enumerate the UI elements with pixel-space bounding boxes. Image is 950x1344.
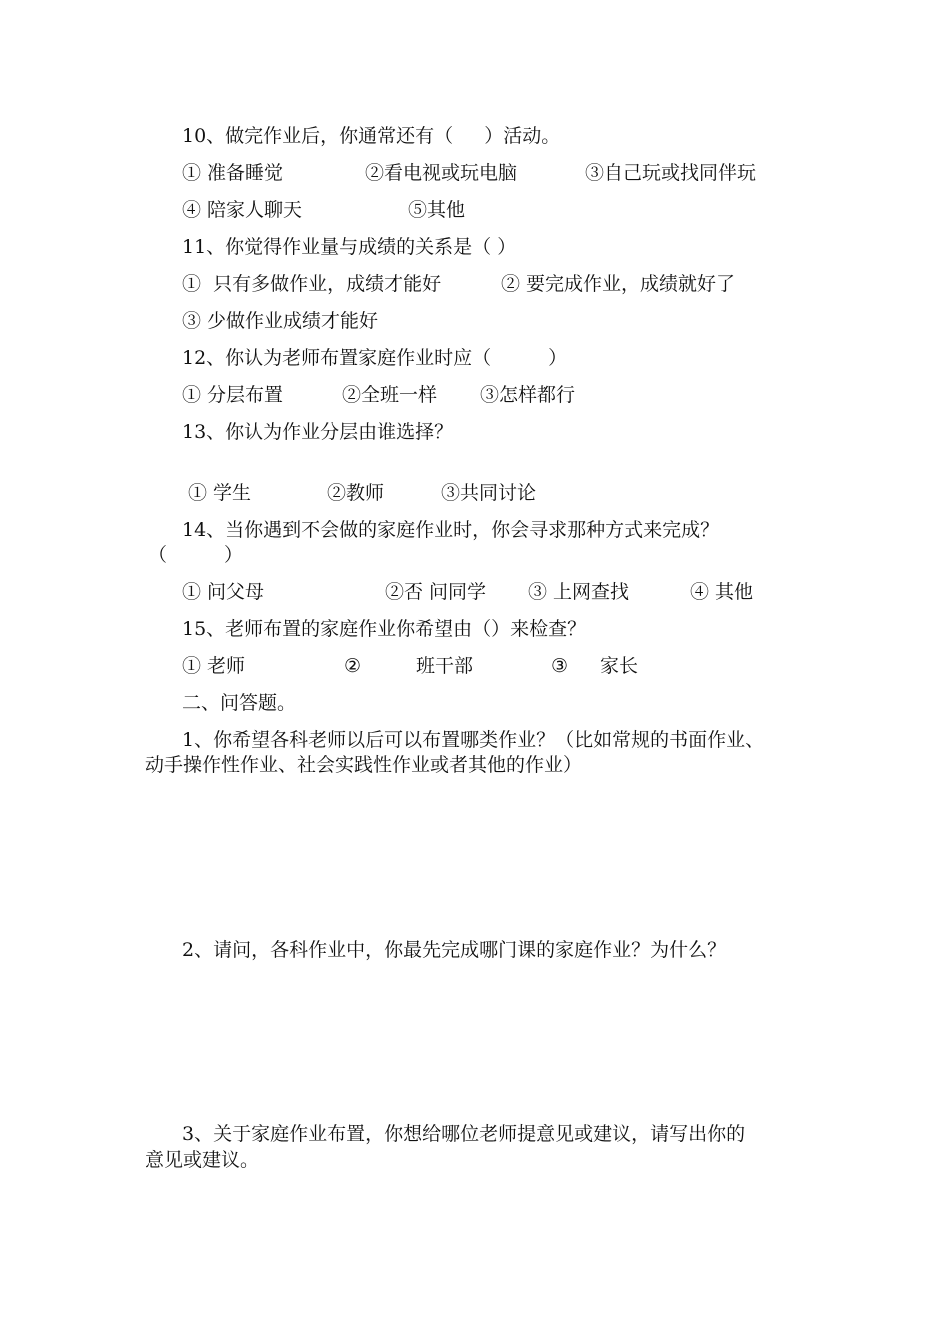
open-question-2: 2、请问，各科作业中，你最先完成哪门课的家庭作业？为什么？ xyxy=(182,939,727,961)
q15-option-2-marker: ② xyxy=(344,655,362,677)
q12-option-3: ③怎样都行 xyxy=(480,384,576,406)
open-question-3-line-1: 3、关于家庭作业布置，你想给哪位老师提意见或建议，请写出你的 xyxy=(182,1123,746,1145)
q13-option-1: ① 学生 xyxy=(188,482,252,504)
question-12: 12、你认为老师布置家庭作业时应（ ） xyxy=(182,347,568,369)
q12-option-2: ②全班一样 xyxy=(342,384,438,406)
q13-option-2: ②教师 xyxy=(327,482,385,504)
q14-option-3: ③ 上网查找 xyxy=(528,581,630,603)
section-2-title: 二、问答题。 xyxy=(182,692,297,714)
q13-option-3: ③共同讨论 xyxy=(441,482,537,504)
q12-option-1: ① 分层布置 xyxy=(182,384,284,406)
open-question-1-line-2: 动手操作性作业、社会实践性作业或者其他的作业） xyxy=(145,754,583,776)
q10-option-4: ④ 陪家人聊天 xyxy=(182,199,303,221)
q10-option-1: ① 准备睡觉 xyxy=(182,162,284,184)
question-13: 13、你认为作业分层由谁选择？ xyxy=(182,421,454,443)
open-question-3-line-2: 意见或建议。 xyxy=(145,1149,260,1171)
q10-option-3: ③自己玩或找同伴玩 xyxy=(585,162,757,184)
q15-option-2-label: 班干部 xyxy=(416,655,474,677)
question-14: 14、当你遇到不会做的家庭作业时，你会寻求那种方式来完成？ xyxy=(182,519,720,541)
q11-option-3: ③ 少做作业成绩才能好 xyxy=(182,310,379,332)
open-question-1-line-1: 1、你希望各科老师以后可以布置哪类作业？（比如常规的书面作业、 xyxy=(182,729,765,751)
q15-option-3-label: 家长 xyxy=(600,655,639,677)
q15-option-3-marker: ③ xyxy=(551,655,569,677)
q10-option-5: ⑤其他 xyxy=(408,199,466,221)
q14-option-1: ① 问父母 xyxy=(182,581,265,603)
q10-option-2: ②看电视或玩电脑 xyxy=(365,162,518,184)
question-15: 15、老师布置的家庭作业你希望由（）来检查？ xyxy=(182,618,587,640)
question-11: 11、你觉得作业量与成绩的关系是（ ） xyxy=(182,236,517,258)
q11-option-2: ② 要完成作业，成绩就好了 xyxy=(501,273,736,295)
q11-option-1: ① 只有多做作业，成绩才能好 xyxy=(182,273,442,295)
q14-option-2: ②否 问同学 xyxy=(385,581,487,603)
question-10: 10、做完作业后，你通常还有（ ）活动。 xyxy=(182,125,561,147)
q15-option-1: ① 老师 xyxy=(182,655,246,677)
q14-option-4: ④ 其他 xyxy=(690,581,754,603)
question-14-blank: （ ） xyxy=(148,544,244,566)
